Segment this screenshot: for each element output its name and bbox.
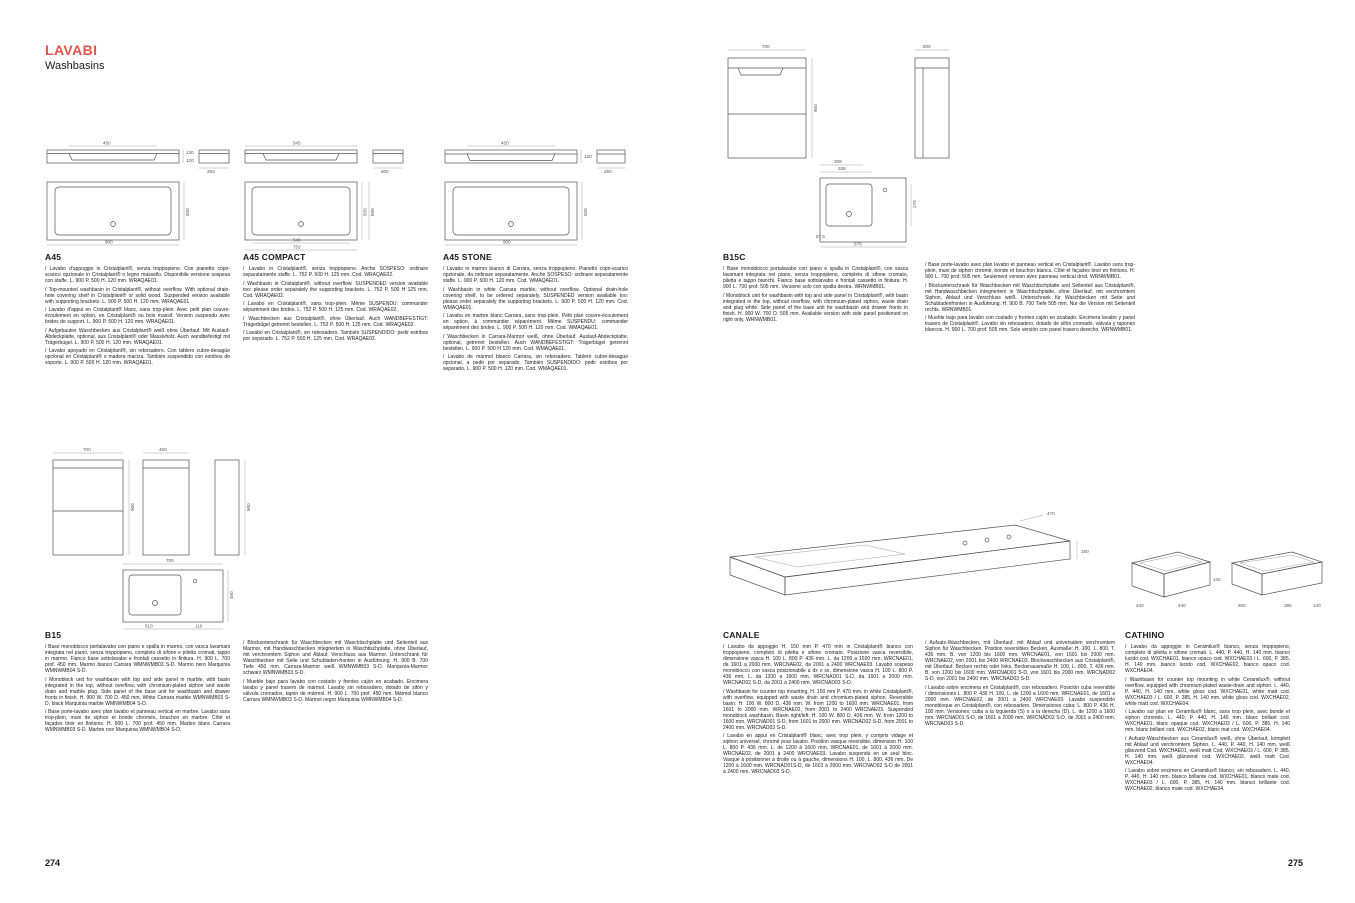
product-paragraph: / Aufgebautes Waschbecken aus Cristalplant® weiß ohne Überlauf. Mit Auslauf-Abdeckplatte, optional, aus Cristalplant® oder Massivholz. Auch wandbefestigt mit Trägerbügel. L. 900 P. 500 H. 120 mm. WRAQAE01. (45, 327, 230, 346)
dim-label: 699 (370, 208, 375, 216)
product-section-a45-compact (243, 252, 428, 345)
section-title: LAVABI (45, 42, 98, 58)
section-subtitle: Washbasins (45, 60, 105, 72)
product-section-a45 (45, 252, 230, 369)
dim-label: 440 (1136, 603, 1144, 608)
canale-technical-drawing (715, 495, 1110, 630)
dim-label: 130 (186, 150, 194, 155)
dim-label: 900 (813, 104, 818, 112)
product-paragraph: / Aufsatz-Waschbecken, mit Überlauf, mit Ablauf und universalem verchromtem Siphon für Waschbecken. Position reversibles Becken, Ausmaße: H. 100, L. 800, T. 436 mm. B. von 1200 bis 1600 mm. WRCNAE01, von 1601 bis 2000 mm. WRCNAE02, von 2001 bis 2400 WRCNAE03. Blockwaschbecken aus Cristalplant®, mit Überlauf. Becken rechts oder links, Beckenausmaße H. 100, L. 800, T. 436 mm. B. von 1200 bis 1600 mm. WRCNAD01 S-D, von 1601 bis 2000 mm. WRCNAD02 S-D, von 2001 bis 2400 mm. WRCNAD03 S-D. (925, 640, 1115, 682)
b15-technical-drawing (45, 445, 345, 635)
product-paragraph: / Washbasin in white Carrara marble, without overflow. Optional drain-hole covering shelf, to be ordered separately. SUSPENDED version available too: please order separately the supporting brackets. L. 900 P. 500 H. 120 mm. Cod. WMAQAE01. (443, 286, 628, 311)
dim-label: 578 (854, 241, 862, 247)
dim-label: 110 (195, 623, 203, 629)
dim-label: 450 (103, 140, 111, 146)
dim-label: 752 (293, 244, 301, 250)
dim-label: 338 (838, 166, 846, 171)
product-paragraph: / Lavabo de mármol blanco Carrara, sin rebosadero. Tablero cubre-desagüe opcional, a pedir por separado. También SUSPENDIDO: pedir estribos por separado. L. 900 P. 500 H. 120 mm. Cod. WMAQAE01. (443, 354, 628, 372)
dim-label: 500 (381, 169, 389, 174)
product-paragraph: / Lavabo sobre encimera en Ceramilux® blanco, sin rebosadero. L. 440, P. 440, H. 140 mm. blanco brillante cod. WXCHAE01, blanco mate cod. WXCHAE03 / L. 600, P. 385, H. 140 mm. blanco brillante cod. WXCHAE02, blanco mate cod. WXCHAE04. (1125, 768, 1290, 792)
dim-label: 120 (186, 158, 194, 163)
product-paragraph: / Mueble bajo para lavabo con costado y frentes cajón en acabado. Encimera lavabo y panel trasero de Cristalplant®. Lavabo sin rebosadero, dotado de sifón cromado, válvula y tapones blancos. H. 900 L. 700 prof. 505 mm. Solo versión con panel trasero derecho. WRNWMB01. (925, 315, 1135, 333)
dim-label: 500 (362, 208, 368, 216)
dim-label: 120 (584, 154, 592, 159)
dim-label: 450 (159, 447, 167, 452)
product-paragraph: / Lavabo en Cristalplant®, sans trop-plein. Même SUSPENDU: commander séparément des brides. L. 752 P. 500 H. 125 mm. Cod. WRAQAE02. (243, 301, 428, 313)
product-title: B15 (45, 630, 62, 640)
dim-label: 700 (166, 558, 174, 563)
product-paragraph: / Lavabo in Cristalplant®, senza troppopieno. Anche SOSPESO: ordinare separatamente staffe. L. 752 P. 500 H. 125 mm. Cod. WRAQAE02. (243, 266, 428, 278)
dim-label: 150 (1081, 549, 1089, 554)
dim-label: 900 (105, 239, 113, 245)
page-header (45, 42, 105, 72)
product-paragraph: / Washbasin for counter top mounting, H. 150 mm P. 470 mm, in white Cristalplant®, with overflow, equipped with waste drain and chromium-plated siphon. Reversible basin: H. 100 W. 800 D. 436 mm. W. from 1200 to 1600 mm. WRCNAE01, from 1601 to 2000 mm. WRCNAE02, from 2001 to 2400 WRCNAE03. Suspended monoblock washbasin. Basin right/left: H. 100 W. 800 D. 436 mm. W. from 1200 to 1600 mm. WRCNAD01 S-D, from 1601 to 2000 mm. WRCNAD02 S-D, from 2001 to 2400 mm. WRCNAD03 S-D. (723, 688, 913, 731)
product-title: A45 COMPACT (243, 252, 306, 262)
product-paragraph: / Lavabo d'appoggio in Cristalplant®, senza troppopieno. Con pianetto copri-scarico opzionale in Cristalplant® o legno massello. Disponibile versione sospesa con staffe. L. 900 P. 500 H. 120 mm. WRAQAE01. (45, 266, 230, 284)
page-number-left: 274 (45, 858, 61, 868)
product-paragraph: / Lavabo en Cristalplant®, sin rebosadero. También SUSPENDIDO: pedir estribos por separado. L. 752 P. 500 H. 125 mm. Cod. WRAQAE02. (243, 330, 428, 342)
a45-technical-drawing (45, 138, 235, 248)
product-paragraph: / Base porte-lavabo avec plan lavabo et panneau vertical en marbre. Lavabo sans trop-plein, muni de siphon et bonde chromés, bouchon en marbre. Côté et façades tiroir en finitions. H. 900 L. 700 prof. 450 mm. Marbre blanc Carrara WMNWMB03 S-D. Marbre noir Marquinia WMNWMB04 S-D. (45, 709, 230, 733)
a45-compact-technical-drawing (243, 138, 433, 256)
product-section-b15c-col2 (925, 262, 1135, 336)
dim-label: 470 (1047, 511, 1055, 516)
product-paragraph: / Lavabo d'appui en Cristalplant® blanc, sans trop-plein. Avec petit plan couvre-écoulement en option, en Cristalplant® ou bois massif. Version suspendu avec brides de support. L. 900 P. 500 H. 120 mm. WRAQAE01. (45, 307, 230, 325)
product-paragraph: / Monoblock unit for washbasin with top and side panel in marble, with basin integrated in the top, without overflow, with chromium-plated siphon and waste drain and marble plug. Side panel of the base unit for washbasin and drawer fronts in finish. H. 900 W. 700 D. 450 mm. White Carrara marble WMNWMB03 S-D, black Marquinia marble WMNWMB04 S-D. (45, 676, 230, 707)
product-section-b15c (723, 252, 908, 325)
dim-label: 548 (293, 237, 301, 243)
product-section-a45-stone (443, 252, 628, 375)
dim-label: 600 (1238, 603, 1246, 608)
drawing-lines (53, 453, 245, 629)
product-paragraph: / Lavabo da appoggio H. 150 mm P. 470 mm in Cristalplant® bianco con troppopieno, completo di piletta e sifone cromato. Posizione vasca reversibile, dimensione vasca H. 100 L. 800 P. 436 mm. L. da 1200 a 1600 mm. WRCNAE01, da 1601 a 2000 mm. WRCNAE02, da 2001 a 2400 WRCNAE03. Lavabo sospeso monoblocco con vasca posizionabile a dx o sx, dimensione vasca H. 100 L. 800 P. 436 mm. L. da 1200 a 1600 mm. WRCNAD01 S-D, da 1601 a 2000 mm. WRCNAD02 S-D, da 2001 a 2400 mm. WRCNAD03 S-D. (723, 644, 913, 686)
dim-label: 545 (293, 140, 301, 146)
product-title: A45 (45, 252, 62, 262)
product-paragraph: / Lavabo sur plan en Ceramilux® blanc, sans trop plein, avec bonde et siphon chromés. L. 440, P. 440, H. 140 mm. blanc brillant cod. WXCHAE01, blanc opaque cod. WXCHAE03 / L. 600, P. 385, H. 140 mm. blanc brillant cod. WXCHAE02, blanc mat cod. WXCHAE04. (1125, 709, 1290, 733)
product-paragraph: / Waschbecken aus Cristalplant®, ohne Überlauf. Auch WANDBEFESTIGT: Trägerbügel getrennt bestellen. L. 752 P. 500 H. 125 mm. Cod. WRAQAE02. (243, 315, 428, 328)
product-section-canale-col2 (925, 640, 1115, 729)
product-paragraph: / Washbasin in Cristalplant®, without overflow. SUSPENDED version available too: please order separately the supporting brackets. L. 752 P. 500 H 125 mm. Cod. WRAQAE02. (243, 280, 428, 299)
drawing-lines (728, 50, 949, 247)
product-paragraph: / Monoblock unit for washbasin with top and side panel in Cristalplant®, with basin integrated in the top, without overflow, with chromium-plated siphon, waste drain and plug white. Side panel of the base unit for washbasin and drawer fronts in finish. H. 900 W. 700 D. 505 mm. Available version with side panel positioned on right only. WRNWMB01. (723, 292, 908, 323)
product-paragraph: / Blockunterschrank für Waschbecken mit Waschtischplatte und Seitenteil aus Marmor, mit Handwaschbecken integriertem in Waschtischplatte, ohne Überlauf, mit verchromtem Siphon und Ablauf, Verschluss aus Marmor. Unterschrank für Waschbecken mit Seite und Schubladen-fronten in Ausführung. H. 900 B. 700 Tiefe 450 mm. Carrara-Marmor weiß WMNWMB03 S-D. Marquinia-Marmor schwarz WMNWMB03 S-D. (243, 640, 428, 676)
product-paragraph: / Lavabo en appui en Cristalplant® blanc, avec trop plein, y compris vidage et siphon universel, chromé pour lavabo. Position vasque réversible, dimension H. 100 L. 800 P. 436 mm. L. de 1200 à 1600 mm. WRCNAE01, de 1601 à 2000 mm. WRCNAE02, de 2001 à 2400 WRCNAE03. Lavabo suspendu en un seul bloc. Vasque à positionner à droite ou à gauche, dimensions H. 100, L. 800, 436 mm. De 1200 à 1600 mm. WRCNAD01S-D, de 1601 à 2000 mm. WRCNAD02 S-D de 2001 à 2400 mm. WRCNAD03 S-D. (723, 733, 913, 775)
dim-label: 308 (834, 159, 842, 164)
product-title: CATHINO (1125, 630, 1165, 640)
dim-label: 140 (1213, 577, 1221, 582)
product-paragraph: / Waschbecken in Carrara-Marmor weiß, ohne Überlauf. Auslauf-Abdeckplatte, optional, getrennt bestellen. Auch WANDBEFESTIGT: Trägerbügel getrennt bestellen. L. 900 P. 500 H 120 mm. Cod. WMAQAE01. (443, 333, 628, 352)
product-paragraph: / Base porte-lavabo avec plan lavabo et panneau vertical en Cristalplant®. Lavabo sans trop-plein, muni de siphon chromé, bonde et bouchon blancs. Côté et façades tiroir en finitions. H. 900 L. 700 prof. 505 mm. Seulement version avec panneau vertical droit. WRNWMB01. (925, 262, 1135, 280)
product-paragraph: / Mueble bajo para lavabo con costado y frentes cajón en acabado. Encimera lavabo y panel trasero de mármol. Lavabo sin rebosadero, dotado de sifón y válvula cromados, tapón de mármol. H. 900 L. 700 prof. 450 mm. Mármol blanco Carrara WMNWMB03 S-D. Mármol negro Marquinia WMNWMB04 S-D. (243, 678, 428, 703)
product-section-b15 (45, 630, 230, 736)
product-section-cathino (1125, 630, 1290, 795)
dim-label: 900 (246, 503, 251, 511)
dim-label: 253 (207, 169, 215, 174)
dim-label: 385 (1284, 603, 1292, 608)
dim-label: 450 (501, 140, 509, 146)
product-title: CANALE (723, 630, 760, 640)
product-section-canale (723, 630, 913, 778)
product-paragraph: / Base monoblocco portalavabo con piano e spalla in marmo, con vasca lavamani integrata nel piano, senza troppopieno, completo di sifone e piletta cromati, tappo in marmo. Fianco base sottolavabo e frontali cassetto in finitura. H. 900 L. 700 prof. 450 mm. Marmo bianco Carrara WMNWMB03 S-D. Marmo nero Marquinia WMNWMB04 S-D. (45, 644, 230, 674)
dim-label: 440 (1178, 603, 1186, 608)
product-paragraph: / Base monoblocco portalavabo con piano e spalla in Cristalplant®, con vasca lavamani integrata nel piano, senza troppopieno, completo di sifone cromato, piletta e tappo bianchi. Fianco base sottolavabo e frontali cassetto in finitura. H. 900 L. 700 prof. 505 mm. Versione solo con spalla destra. WRNWMB01. (723, 266, 908, 290)
dim-label: 700 (83, 447, 91, 452)
dim-label: 700 (762, 44, 770, 49)
product-section-b15-col2 (243, 640, 428, 705)
drawing-lines (245, 146, 403, 250)
b15c-technical-drawing (720, 38, 970, 248)
dim-label: 505 (923, 44, 931, 49)
dim-label: 140 (1313, 603, 1321, 608)
drawing-lines (47, 146, 229, 245)
page-number-right: 275 (1288, 858, 1304, 868)
product-paragraph: / Top-mounted washbasin in Cristalplant®, without overflow. With optional drain-hole covering shelf in Cristalplant® or solid wood. Suspended version available with supporting brackets. L. 900 P. 500 H. 120 mm. WRAQAE01. (45, 286, 230, 305)
product-title: B15C (723, 252, 746, 262)
drawing-lines (445, 146, 625, 245)
product-paragraph: / Lavabo apoyado en Cristalplant®, sin rebosadero. Con tablero cubre-desagüe opcional en Cristalplant® o madera maciza. También suspendido con estribos de soporte. L. 900 P. 500 H. 120 mm. WRAQAE01. (45, 348, 230, 366)
dim-label: 510 (145, 623, 153, 629)
dim-label: 900 (503, 239, 511, 245)
product-paragraph: / Lavabo sobre encimera en Cristalplant®, con rebosadero. Posición cuba reversible / dimensiones L. 800 P. 436 H. 100. L. de 1200 a 1600 mm. WRCNAE01, de 1601 a 2000 mm. WRCNAE02, de 2001 a 2400 WRCNAE03. Lavabo suspendido monobloque en Cristalplant®, con rebosadero. Dimensiones cuba: L. 800 P. 436 H. 100 mm. Versiones: cuba a la izquierda (S) o a la derecha (D). L. de 1200 a 1600 mm. WRCNAD01 S-D, de 1601 a 2000 mm. WRCNAD02 S-D, de 2001 a 2400 mm. WRCNAD03 S-D. (925, 684, 1115, 727)
cathino-technical-drawing (1120, 535, 1330, 630)
dim-label: 900 (130, 503, 135, 511)
product-paragraph: / Washbasin for counter top mounting in white Ceramilux®, without overflow, equipped with chromium-plated waste-drain and siphon. L. 440, P. 440, H. 140 mm. white gloss cod. WXCHAE01, white matt cod. WXCHAE03 / L. 600, P. 385, H. 140 mm. white gloss cod. WXCHAE02, white matt cod. WXCHAE04. (1125, 676, 1290, 707)
product-paragraph: / Lavabo da appoggio in Ceramilux® bianco, senza troppopieno, completo di piletta e sifone cromati. L. 440, P. 440, H. 140 mm. bianco lucido cod. WXCHAE01, bianco opaco cod. WXCHAE03 / L. 600, P. 385, H. 140 mm. bianco lucido cod. WXCHAE02, bianco opaco cod. WXCHAE04. (1125, 644, 1290, 674)
dim-label: 450 (229, 591, 234, 599)
product-paragraph: / Lavabo en marbre blanc Carrara, sans trop-plein. Petit plan couvre-écoulement en option, à commander séparément. Même SUSPENDU: commander séparément des brides. L. 900 P. 500 H. 120 mm. Cod. WMAQAE01. (443, 313, 628, 331)
product-paragraph: / Aufsatz-Waschbecken aus Ceramilux® weiß, ohne Überlauf, komplett mit Ablauf und verchromtem Siphon. L. 440, P. 440, H. 140 mm. weiß glänzend Cod. WXCHAE01, weiß matt Cod. WXCHAE03 / L. 600, P. 385, H. 140 mm. weiß glänzend cod. WXCHAE02, weiß matt Cod. WXCHAE04. (1125, 735, 1290, 766)
product-title: A45 STONE (443, 252, 492, 262)
a45-stone-technical-drawing (443, 138, 633, 248)
dim-label: 500 (185, 208, 190, 216)
dim-label: 500 (583, 208, 588, 216)
drawing-lines (1132, 552, 1322, 597)
dim-label: 250 (604, 169, 612, 174)
product-paragraph: / Lavabo in marmo bianco di Carrara, senza troppopieno. Pianetto copri-scarico opzionale, da ordinare separatamente. Anche SOSPESO: ordinare separatamente staffe. L. 900 P. 500 H. 120 mm. Cod. WMAQAE01. (443, 266, 628, 284)
dim-label: 57,5 (816, 234, 825, 239)
dim-label: 270 (912, 200, 917, 208)
product-paragraph: / Blockunterschrank für Waschbecken mit Waschtischplatte und Seitenteil aus Cristalplant®, mit Handwaschbecken integriertem in Waschtischplatte, ohne Überlauf, mit verchromtem Siphon, Ablauf und Verschluss weiß. Unterschrank für Waschbecken mit Seite und Schubladenfronten in Ausführung. H. 900 B. 700 Tiefe 505 mm. Nur die Version mit Seitenteil rechts. WRNWMB01. (925, 282, 1135, 313)
drawing-lines (730, 515, 1077, 595)
